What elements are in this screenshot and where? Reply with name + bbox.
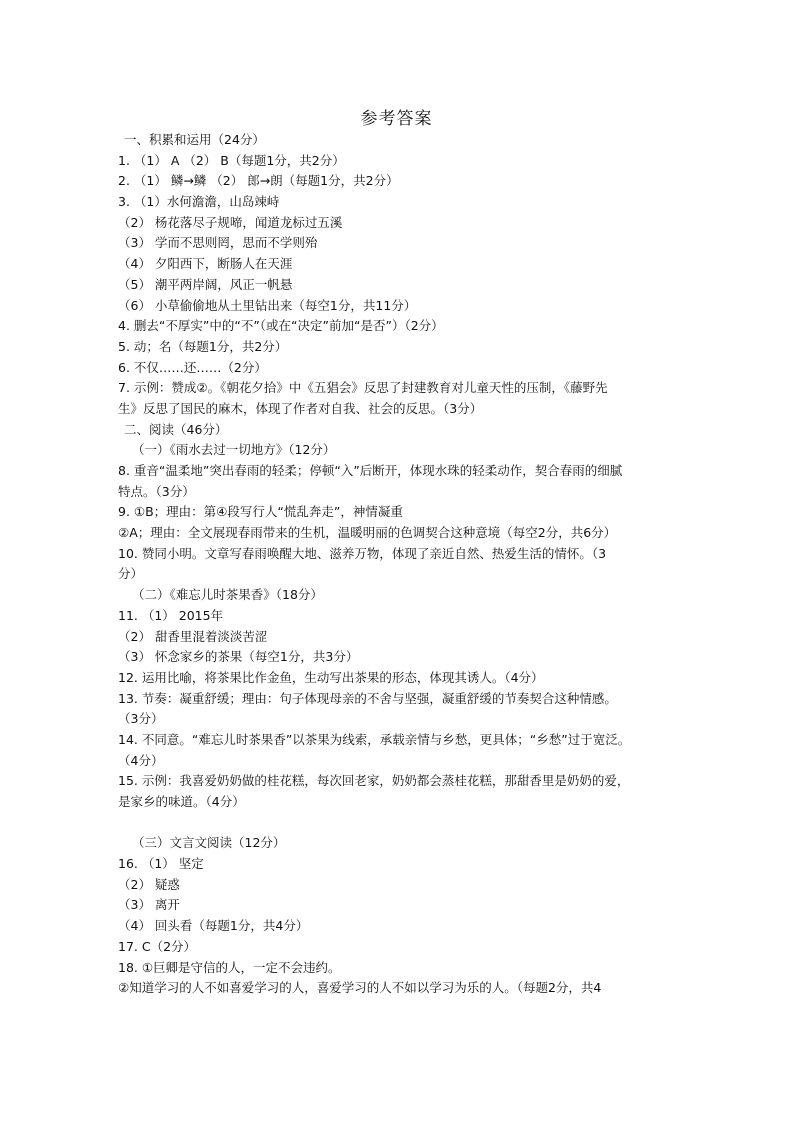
subsection-heading: （一）《雨水去过一切地方》（12分） <box>132 442 336 458</box>
answer-line: 生》反思了国民的麻木，体现了作者对自我、社会的反思。（3分） <box>118 400 483 416</box>
answer-line: 16. （1） 坚定 <box>118 856 204 872</box>
answer-line: （4） 回头看（每题1分，共4分） <box>118 918 309 934</box>
subsection-heading: （二）《难忘儿时茶果香》（18分） <box>132 587 323 603</box>
answer-line: 3. （1）水何澹澹，山岛竦峙 <box>118 194 280 210</box>
answer-line: （2） 疑惑 <box>118 876 180 892</box>
answer-line: （3分） <box>118 711 164 727</box>
answer-line: 2. （1） 鳞→鳞 （2） 郎→朗（每题1分，共2分） <box>118 173 399 189</box>
section-heading: 一、积累和运用（24分） <box>124 132 265 147</box>
page-title: 参考答案 <box>360 109 433 129</box>
answer-lines <box>118 130 678 999</box>
answer-line: （3） 离开 <box>118 897 180 913</box>
answer-line: （3） 学而不思则罔，思而不学则殆 <box>118 235 318 251</box>
answer-line: 是家乡的味道。（4分） <box>118 794 245 809</box>
answer-line: 分） <box>118 566 144 582</box>
answer-line: 7. 示例：赞成②。《朝花夕拾》中《五猖会》反思了封建教育对儿童天性的压制，《藤野先 <box>118 380 608 396</box>
answer-line: 13. 节奏：凝重舒缓；理由：句子体现母亲的不舍与坚强，凝重舒缓的节奏契合这种情感。 <box>118 690 617 706</box>
subsection-heading: （三）文言文阅读（12分） <box>132 835 286 851</box>
answer-line: 11. （1） 2015年 <box>118 607 224 623</box>
answer-line: 12. 运用比喻，将茶果比作金鱼，生动写出茶果的形态，体现其诱人。（4分） <box>118 669 544 685</box>
section-heading: 二、阅读（46分） <box>124 421 228 437</box>
answer-line: （3） 怀念家乡的茶果（每空1分，共3分） <box>118 649 359 665</box>
answer-line: 10. 赞同小明。文章写春雨唤醒大地、滋养万物，体现了亲近自然、热爱生活的情怀。（3 <box>118 545 607 561</box>
answer-line: （4） 夕阳西下，断肠人在天涯 <box>118 256 293 272</box>
answer-line: 5. 动；名（每题1分，共2分） <box>118 338 288 354</box>
answer-line: 8. 重音“温柔地”突出春雨的轻柔；停顿“入”后断开，体现水珠的轻柔动作，契合春雨的细腻 <box>118 463 623 478</box>
answer-line: 18. ①巨卿是守信的人，一定不会违约。 <box>118 959 341 975</box>
answer-line: 6. 不仅……还……（2分） <box>118 359 267 375</box>
answer-line: （5） 潮平两岸阔，风正一帆悬 <box>118 276 293 292</box>
blank-line <box>118 813 678 834</box>
answer-line: （6） 小草偷偷地从土里钻出来（每空1分，共11分） <box>118 297 417 313</box>
answer-line: （4分） <box>118 752 164 768</box>
answer-line: ②知道学习的人不如喜爱学习的人，喜爱学习的人不如以学习为乐的人。（每题2分，共4 <box>118 980 602 996</box>
answer-line: 14. 不同意。“难忘儿时茶果香”以茶果为线索，承载亲情与乡愁，更具体；“乡愁”过于宽泛。 <box>118 731 631 747</box>
answer-line: 1. （1） A （2） B（每题1分，共2分） <box>118 152 345 168</box>
answer-line: （2） 甜香里混着淡淡苦涩 <box>118 628 268 644</box>
answer-line: 9. ①B；理由：第④段写行人“慌乱奔走”，神情凝重 <box>118 504 403 520</box>
answer-line: 17. C（2分） <box>118 938 197 954</box>
answer-line: ②A；理由：全文展现春雨带来的生机，温暖明丽的色调契合这种意境（每空2分，共6分） <box>118 525 617 541</box>
answer-line: 15. 示例：我喜爱奶奶做的桂花糕，每次回老家，奶奶都会蒸桂花糕，那甜香里是奶奶的爱， <box>118 773 630 789</box>
answer-line: 特点。（3分） <box>118 483 195 499</box>
answer-line: 4. 删去“不厚实”中的“不”（或在“决定”前加“是否”）（2分） <box>118 318 444 334</box>
answer-line: （2） 杨花落尽子规啼，闻道龙标过五溪 <box>118 214 343 230</box>
